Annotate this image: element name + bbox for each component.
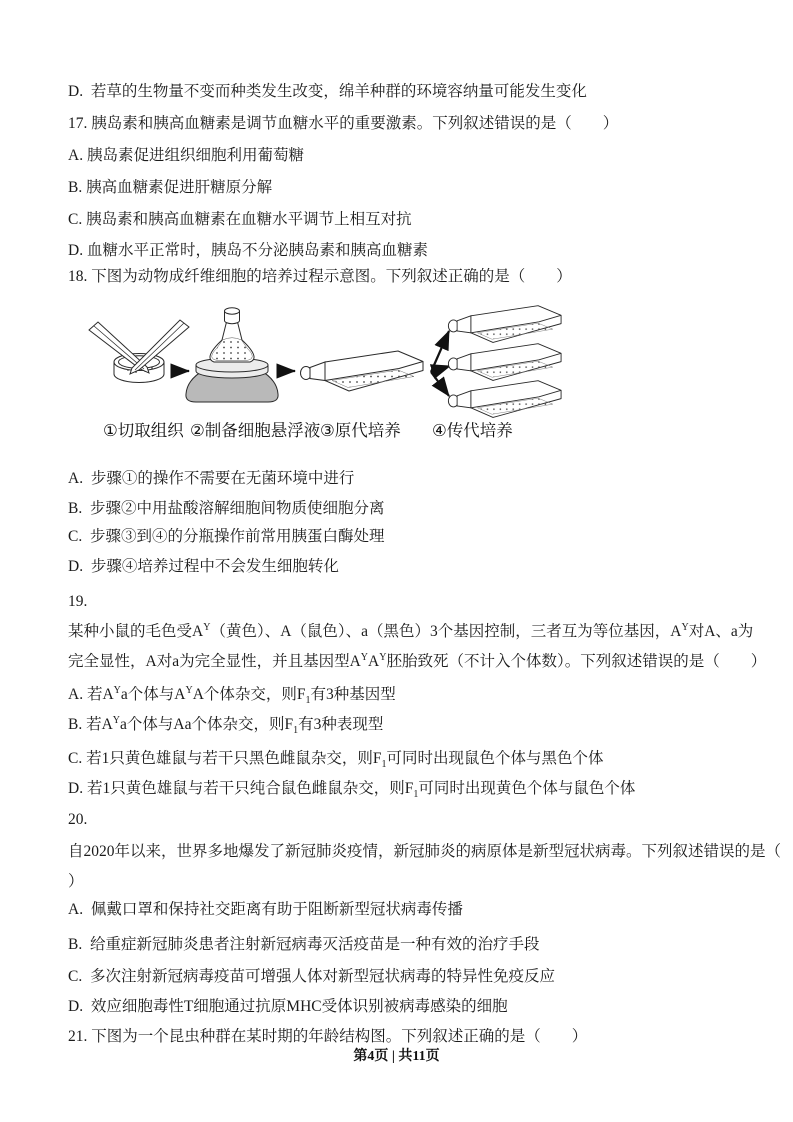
question-18-option-b: B. 步骤②中用盐酸溶解细胞间物质使细胞分离: [68, 500, 385, 517]
branch-arrows-icon: [431, 331, 450, 396]
question-18-option-a: A. 步骤①的操作不需要在无菌环境中进行: [68, 470, 355, 487]
question-20-stem-line2: ）: [68, 873, 84, 890]
page-footer: 第4页 | 共11页: [353, 1049, 440, 1064]
question-20-option-a: A. 佩戴口罩和保持社交距离有助于阻断新型冠状病毒传播: [68, 901, 463, 918]
question-20-option-d: D. 效应细胞毒性T细胞通过抗原MHC受体识别被病毒感染的细胞: [68, 998, 508, 1015]
question-19-option-a: A. 若$A^Ya$个体与$A^YA$个体杂交，则$F_1$有3种基因型: [68, 684, 396, 707]
question-18-option-c: C. 步骤③到④的分瓶操作前常用胰蛋白酶处理: [68, 528, 385, 545]
question-20-option-c: C. 多次注射新冠病毒疫苗可增强人体对新型冠状病毒的特异性免疫反应: [68, 968, 555, 985]
question-18-stem: 18. 下图为动物成纤维细胞的培养过程示意图。下列叙述正确的是（ ）: [68, 268, 572, 285]
cell-culture-diagram: [75, 296, 585, 438]
question-20-option-b: B. 给重症新冠肺炎患者注射新冠病毒灭活疫苗是一种有效的治疗手段: [68, 936, 540, 953]
question-21-stem: 21. 下图为一个昆虫种群在某时期的年龄结构图。下列叙述正确的是（ ）: [68, 1028, 588, 1045]
subculture-flasks-icon: [448, 306, 561, 418]
culture-flask-icon: [301, 351, 424, 391]
question-16-option-d: D. 若草的生物量不变而种类发生改变，绵羊种群的环境容纳量可能发生变化: [68, 83, 587, 100]
suspension-flask-icon: [186, 308, 278, 402]
question-17-option-c: C. 胰岛素和胰高血糖素在血糖水平调节上相互对抗: [68, 211, 412, 228]
question-19-option-d: D. 若1只黄色雄鼠与若干只纯合鼠色雌鼠杂交，则$F_1$可同时出现黄色个体与鼠色个体: [68, 780, 636, 801]
diagram-step3-label: ③原代培养: [320, 422, 401, 440]
question-19-option-c: C. 若1只黄色雄鼠与若干只黑色雌鼠杂交，则$F_1$可同时出现鼠色个体与黑色个体: [68, 750, 604, 771]
question-19-stem-line1: 某种小鼠的毛色受$A^Y$（黄色）、A（鼠色）、a（黑色）3个基因控制，三者互为等位基因，$A^Y$对A、a为: [68, 621, 754, 640]
question-19-number: 19.: [68, 593, 88, 610]
question-17-option-b: B. 胰高血糖素促进肝糖原分解: [68, 179, 273, 196]
question-20-number: 20.: [68, 811, 88, 828]
petri-dish-scalpels-icon: [89, 320, 189, 383]
question-17-option-d: D. 血糖水平正常时，胰岛不分泌胰岛素和胰高血糖素: [68, 242, 428, 259]
diagram-step2-label: ②制备细胞悬浮液: [190, 422, 321, 440]
question-17-stem: 17. 胰岛素和胰高血糖素是调节血糖水平的重要激素。下列叙述错误的是（ ）: [68, 115, 619, 132]
cell-culture-diagram-art: [75, 296, 585, 420]
question-17-option-a: A. 胰岛素促进组织细胞利用葡萄糖: [68, 147, 304, 164]
question-18-option-d: D. 步骤④培养过程中不会发生细胞转化: [68, 558, 339, 575]
diagram-step1-label: ①切取组织: [103, 422, 184, 440]
question-19-option-b: B. 若$A^Ya$个体与Aa个体杂交，则$F_1$有3种表现型: [68, 714, 384, 737]
question-20-stem-line1: 自2020年以来，世界多地爆发了新冠肺炎疫情，新冠肺炎的病原体是新型冠状病毒。下列叙述错误的是（: [68, 843, 782, 860]
diagram-step4-label: ④传代培养: [432, 422, 513, 440]
question-19-stem-line2: 完全显性，A对a为完全显性，并且基因型$A^YA^Y$胚胎致死（不计入个体数）。下列叙述错误的是（ ）: [68, 651, 767, 670]
